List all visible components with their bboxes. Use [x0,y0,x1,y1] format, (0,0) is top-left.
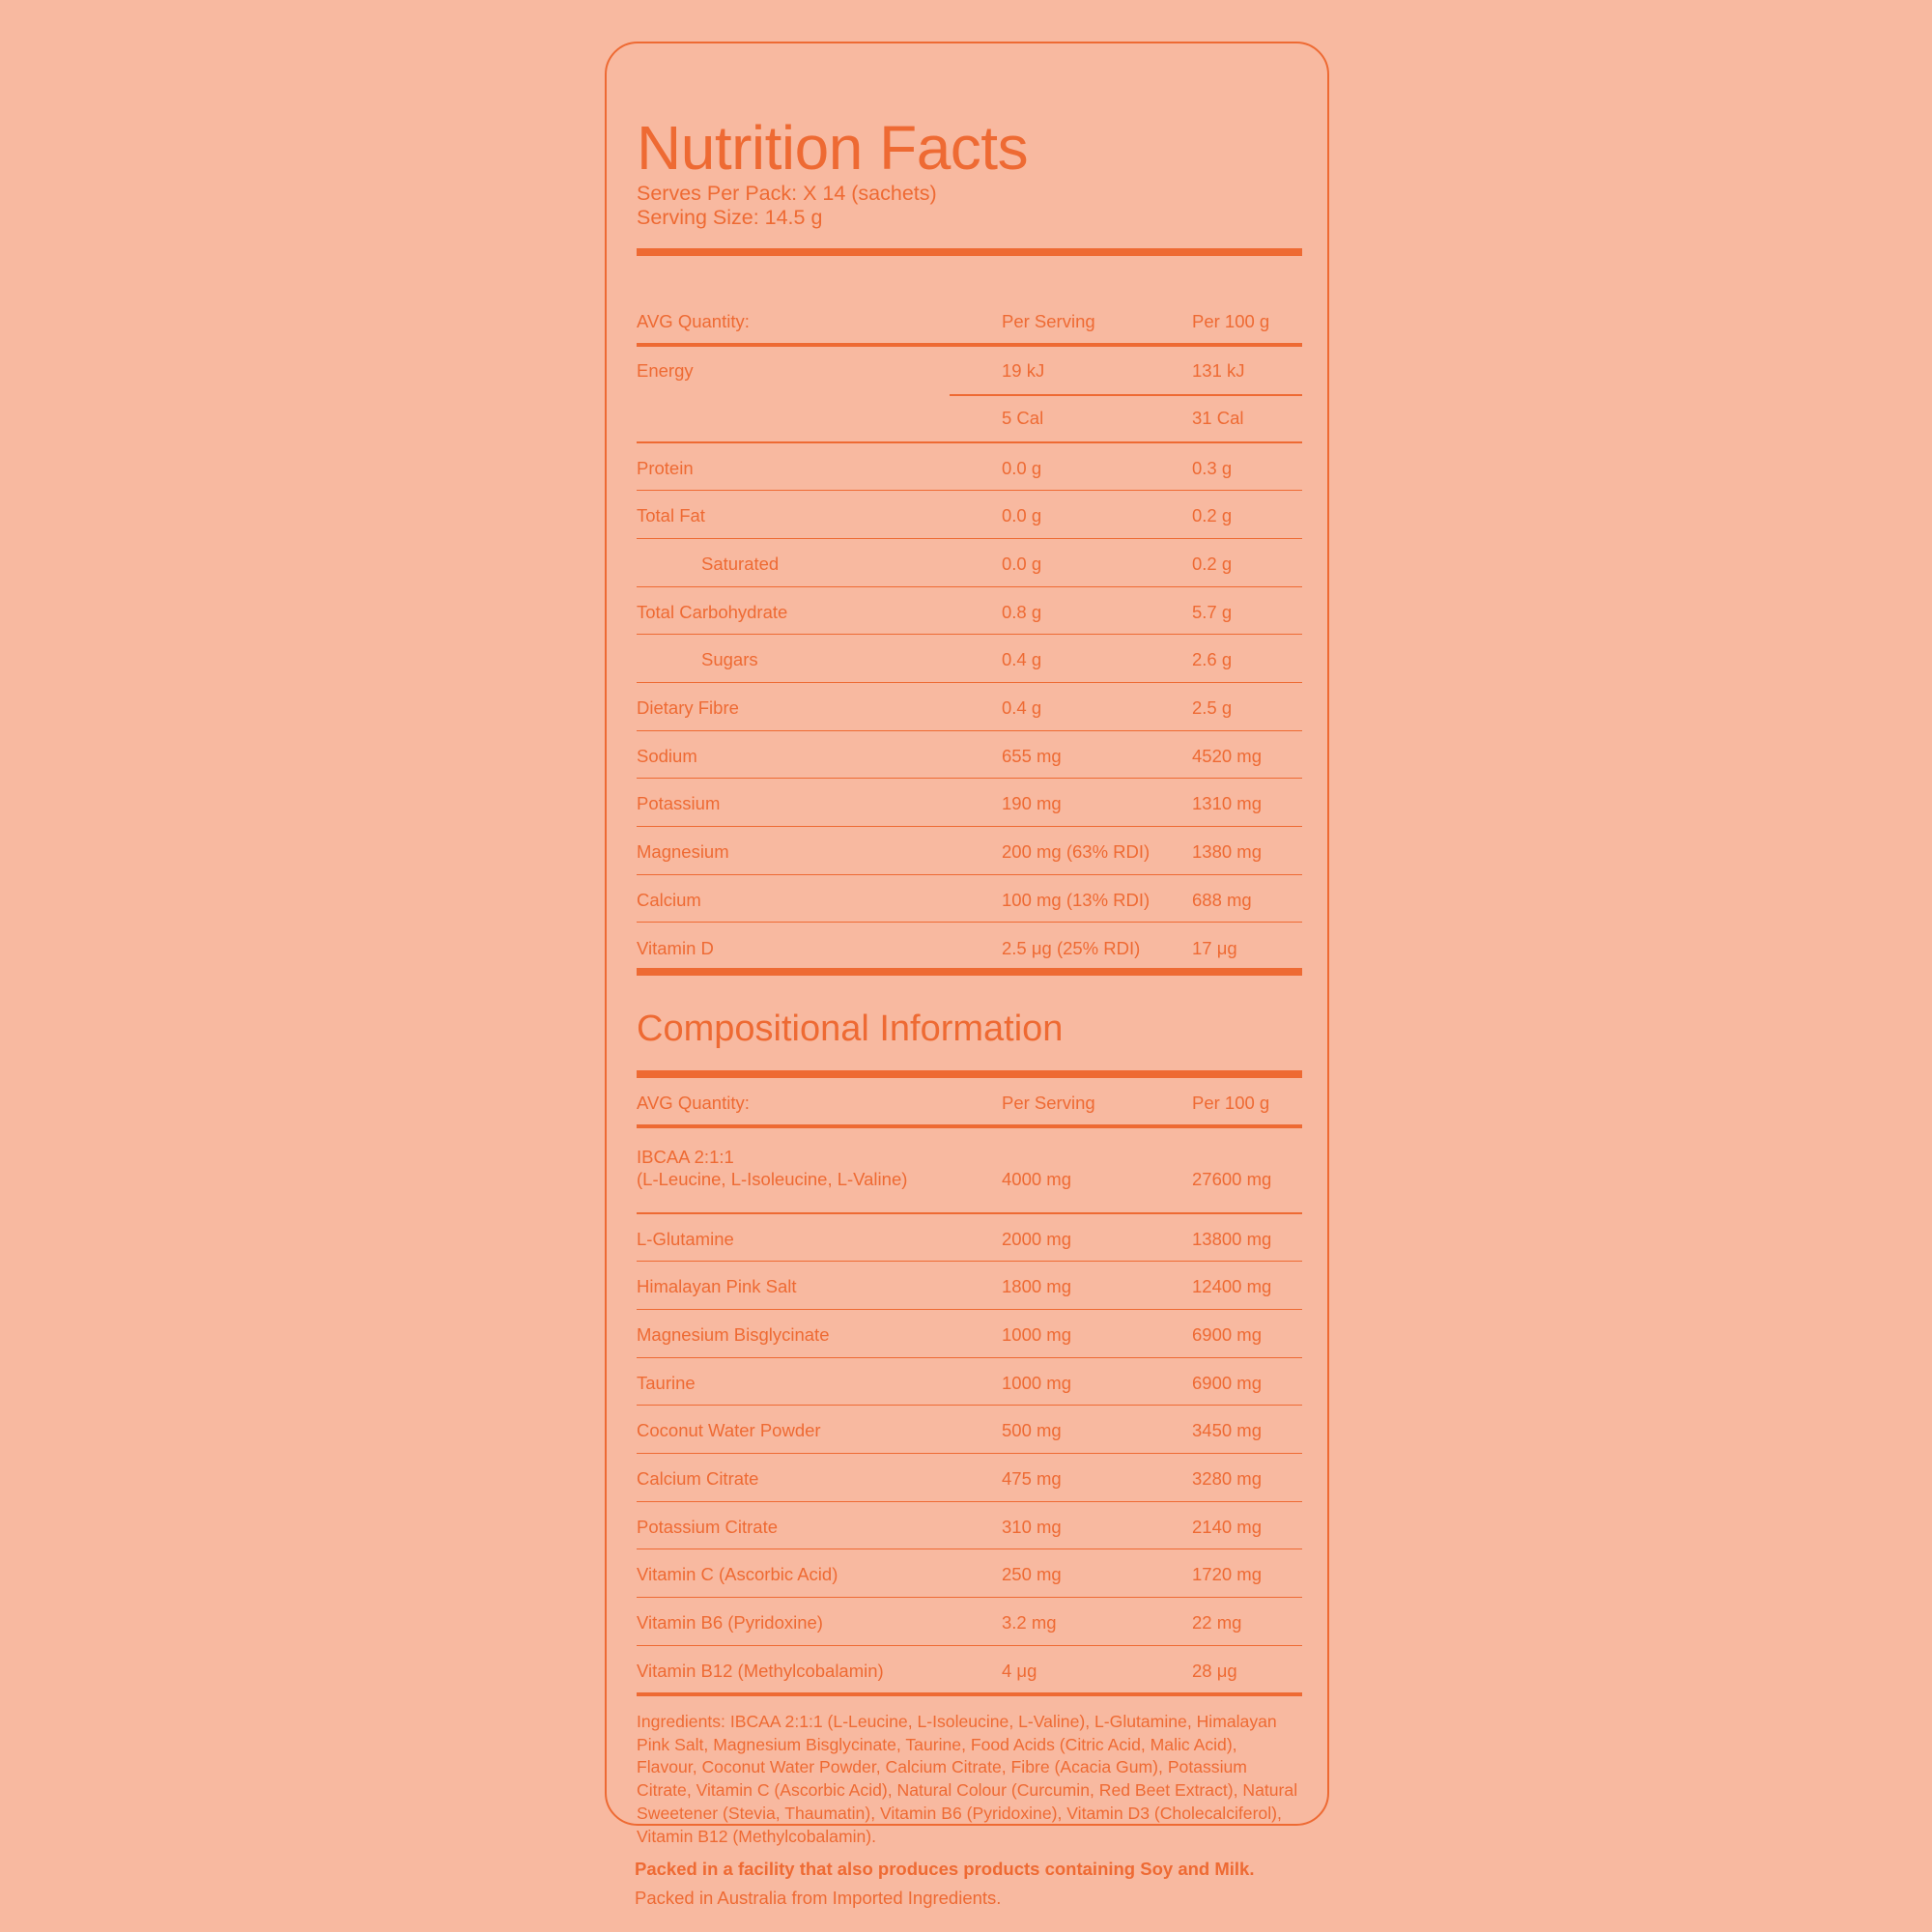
nutrient-label: Dietary Fibre [637,697,739,718]
nutrient-per-100g: 0.2 g [1192,505,1233,526]
nutrient-label: Protein [637,457,694,478]
ingredients-text: Ingredients: IBCAA 2:1:1 (L-Leucine, L-Isoleucine, L-Valine), L-Glutamine, Himalayan Pink Salt, Magnesium Bisglycinate, Taurine, Food Acids (Citric Acid, Malic Acid), Flavour, Coconut Water Powder, Calcium Citrate, Fibre (Acacia Gum), Potassium Citrate, Vitamin C (Ascorbic Acid), Natural Colour (Curcumin, Red Beet Extract), Natural Sweetener (Stevia, Thaumatin), Vitamin B6 (Pyridoxine), Vitamin D3 (Cholecalciferol), Vitamin B12 (Methylcobalamin). [637,1712,1298,1846]
energy-kj-100g: 131 kJ [1192,360,1245,381]
nutrient-per-100g: 1380 mg [1192,841,1262,863]
nutrient-label: Calcium [637,889,701,910]
ingredient-label: L-Glutamine [637,1228,734,1249]
composition-row [637,1310,1302,1358]
nutrient-per-serving: 0.8 g [1002,601,1042,622]
nutrient-per-100g: 0.2 g [1192,553,1233,574]
nutrient-per-100g: 2.5 g [1192,697,1233,718]
nutrient-per-serving: 655 mg [1002,745,1062,766]
ingredient-per-100g: 22 mg [1192,1612,1242,1634]
ingredient-label: Coconut Water Powder [637,1420,821,1441]
nutrient-per-serving: 2.5 μg (25% RDI) [1002,937,1141,958]
energy-kj-serving: 19 kJ [1002,360,1045,381]
nutrient-per-serving: 0.4 g [1002,649,1042,670]
ingredient-per-100g: 13800 mg [1192,1228,1272,1249]
ingredient-per-serving: 475 mg [1002,1468,1062,1489]
ingredient-per-serving: 1800 mg [1002,1276,1071,1297]
ibcaa-per-serving: 4000 mg [1002,1169,1071,1189]
nutrition-row [637,779,1302,827]
nutrient-per-100g: 5.7 g [1192,601,1233,622]
ingredient-label: Vitamin C (Ascorbic Acid) [637,1564,838,1585]
nutrient-label: Sodium [637,745,697,766]
energy-cal-serving: 5 Cal [1002,408,1044,428]
nutrition-panel [605,42,1329,1846]
ingredient-per-100g: 1720 mg [1192,1564,1262,1585]
ingredient-per-100g: 28 μg [1192,1660,1237,1681]
nutrition-row [637,827,1302,875]
nutrition-title: Nutrition Facts [637,113,1029,183]
nutrient-label: Total Fat [637,505,705,526]
nutrition-row [637,683,1302,731]
composition-row [637,1646,1302,1694]
serves-per-pack: Serves Per Pack: X 14 (sachets) [637,182,937,205]
ingredient-label: Vitamin B12 (Methylcobalamin) [637,1660,884,1681]
composition-row [637,1358,1302,1406]
header-per-100g: Per 100 g [1192,311,1270,331]
nutrient-label: Vitamin D [637,937,714,958]
allergen-statement: Packed in a facility that also produces products containing Soy and Milk. [635,1859,1255,1879]
composition-row [637,1549,1302,1598]
nutrient-per-serving: 190 mg [1002,793,1062,814]
nutrition-row [637,923,1302,972]
ingredient-label: Himalayan Pink Salt [637,1276,797,1297]
energy-label: Energy [637,360,694,381]
composition-title: Compositional Information [637,1009,1064,1049]
energy-cal-100g: 31 Cal [1192,408,1244,428]
ibcaa-label-line2: (L-Leucine, L-Isoleucine, L-Valine) [637,1169,908,1189]
nutrition-header-row [637,256,1302,347]
nutrient-per-100g: 688 mg [1192,889,1252,910]
nutrition-row [637,443,1302,492]
nutrient-per-serving: 0.0 g [1002,505,1042,526]
ingredient-per-100g: 6900 mg [1192,1323,1262,1345]
nutrient-per-100g: 4520 mg [1192,745,1262,766]
serving-size: Serving Size: 14.5 g [637,206,823,229]
ingredient-label: Magnesium Bisglycinate [637,1323,830,1345]
ingredient-per-serving: 250 mg [1002,1564,1062,1585]
ingredient-label: Taurine [637,1372,696,1393]
nutrient-label: Saturated [701,553,780,574]
ibcaa-per-100g: 27600 mg [1192,1169,1272,1189]
nutrition-bottom-rule [637,968,1302,976]
header-per-serving: Per Serving [1002,311,1095,331]
nutrient-per-serving: 100 mg (13% RDI) [1002,889,1151,910]
nutrient-per-serving: 0.4 g [1002,697,1042,718]
nutrient-label: Total Carbohydrate [637,601,788,622]
composition-bottom-rule [637,1692,1302,1696]
ingredient-label: Potassium Citrate [637,1516,778,1537]
header-divider [637,343,1302,347]
composition-row [637,1598,1302,1646]
ingredient-per-100g: 6900 mg [1192,1372,1262,1393]
ingredient-per-serving: 4 μg [1002,1660,1037,1681]
nutrient-per-serving: 0.0 g [1002,553,1042,574]
ingredient-per-100g: 3280 mg [1192,1468,1262,1489]
ingredient-per-100g: 12400 mg [1192,1276,1272,1297]
composition-row [637,1502,1302,1550]
nutrient-per-serving: 200 mg (63% RDI) [1002,841,1151,863]
header-avg-quantity: AVG Quantity: [637,311,750,331]
composition-row [637,1454,1302,1502]
ingredient-per-serving: 310 mg [1002,1516,1062,1537]
comp-header-avg-quantity: AVG Quantity: [637,1093,750,1113]
ingredient-per-serving: 2000 mg [1002,1228,1071,1249]
composition-row [637,1406,1302,1454]
ingredient-per-serving: 1000 mg [1002,1372,1071,1393]
ingredient-per-serving: 500 mg [1002,1420,1062,1441]
composition-thick-divider [637,1070,1302,1078]
nutrient-per-100g: 2.6 g [1192,649,1233,670]
ingredient-label: Vitamin B6 (Pyridoxine) [637,1612,823,1634]
ingredient-per-serving: 3.2 mg [1002,1612,1057,1634]
ingredient-label: Calcium Citrate [637,1468,759,1489]
nutrition-row [637,731,1302,780]
comp-header-per-100g: Per 100 g [1192,1093,1270,1113]
nutrition-row [637,491,1302,539]
ingredient-per-100g: 3450 mg [1192,1420,1262,1441]
comp-header-per-serving: Per Serving [1002,1093,1095,1113]
comp-header-divider [637,1124,1302,1128]
nutrition-row [637,539,1302,587]
thick-divider [637,248,1302,256]
energy-sub-divider [950,394,1302,396]
ingredient-per-100g: 2140 mg [1192,1516,1262,1537]
nutrient-label: Sugars [701,649,758,670]
nutrition-row [637,587,1302,636]
nutrient-per-serving: 0.0 g [1002,457,1042,478]
nutrient-label: Magnesium [637,841,729,863]
composition-row [637,1262,1302,1310]
ingredient-per-serving: 1000 mg [1002,1323,1071,1345]
nutrition-row [637,875,1302,923]
nutrition-row [637,635,1302,683]
nutrient-per-100g: 1310 mg [1192,793,1262,814]
composition-row [637,1214,1302,1263]
ibcaa-label-line1: IBCAA 2:1:1 [637,1147,734,1167]
nutrient-per-100g: 17 μg [1192,937,1237,958]
nutrient-label: Potassium [637,793,721,814]
nutrient-per-100g: 0.3 g [1192,457,1233,478]
origin-statement: Packed in Australia from Imported Ingredients. [635,1888,1002,1908]
